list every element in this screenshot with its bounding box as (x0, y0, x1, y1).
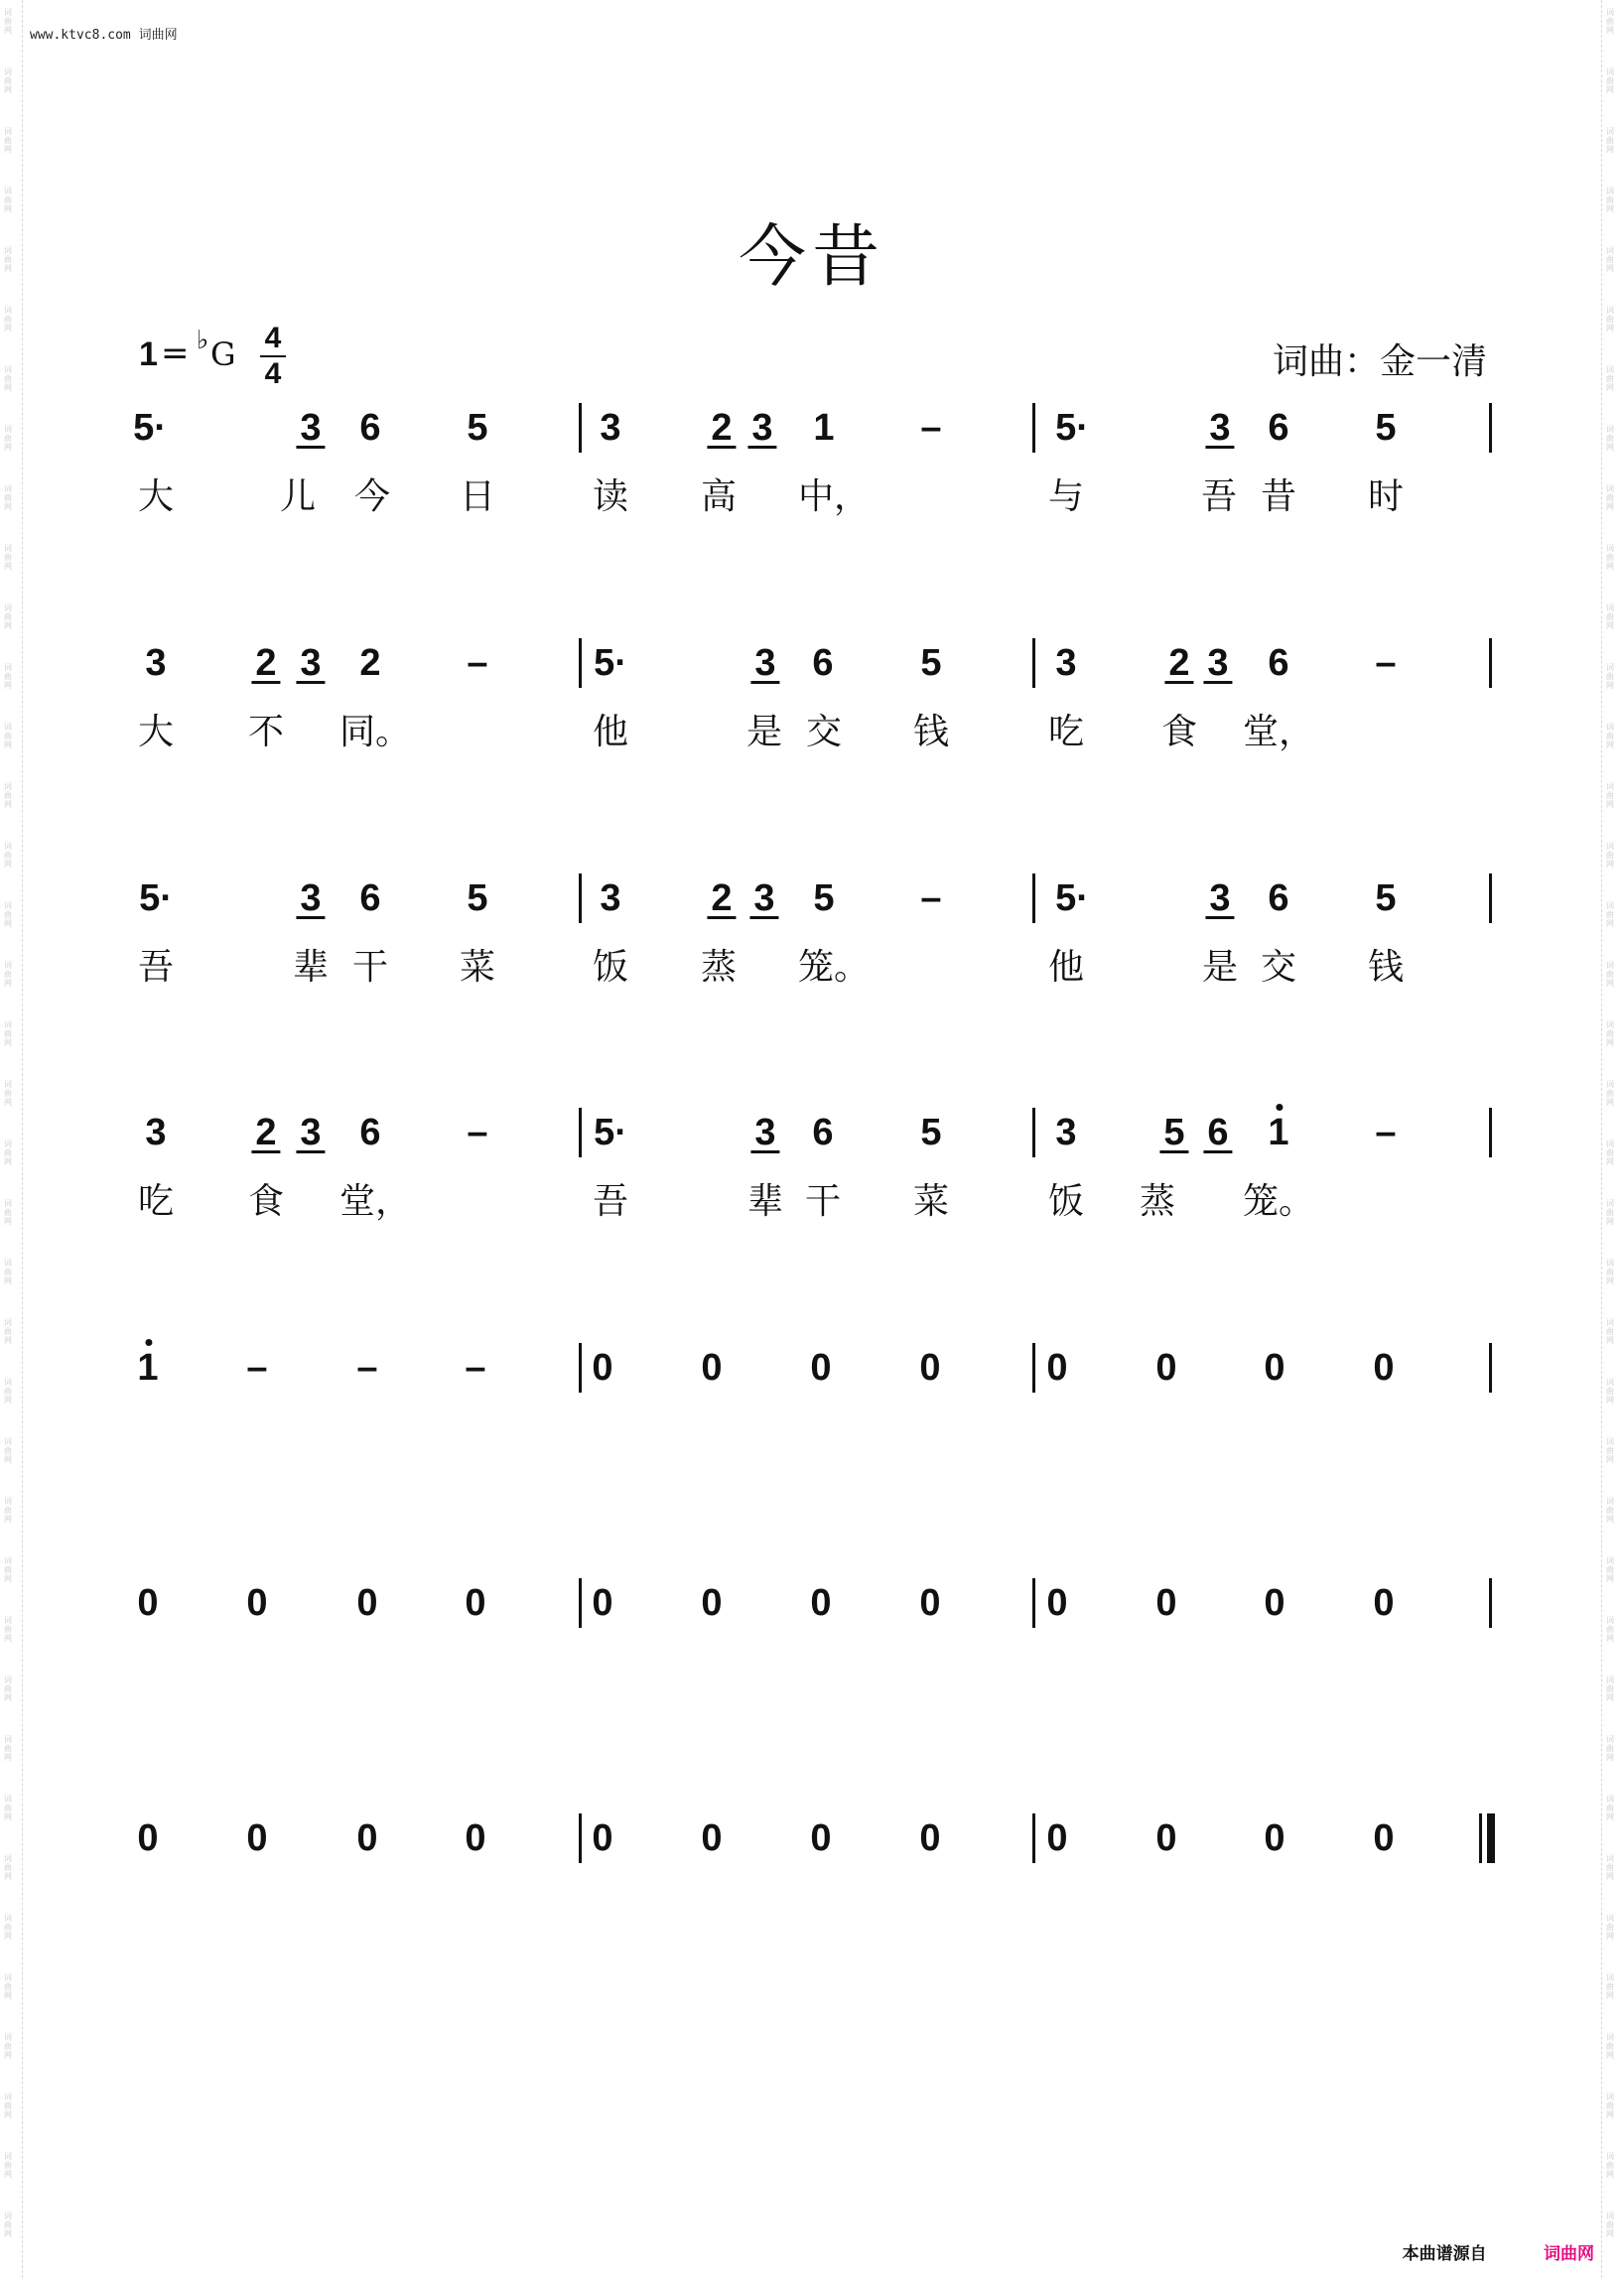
note: 5· (594, 1112, 627, 1153)
watermark-text: 词曲网 (4, 1020, 12, 1047)
watermark-text: 词曲网 (4, 1556, 12, 1583)
lyric: 钱 (912, 712, 950, 752)
watermark-text: 词曲网 (4, 1795, 12, 1821)
final-barline-thick (1487, 1813, 1495, 1863)
site-header (30, 24, 178, 43)
site-name: 词曲网 (138, 28, 178, 43)
watermark-text: 词曲网 (1606, 782, 1614, 809)
watermark-text: 词曲网 (4, 246, 12, 273)
watermark-text: 词曲网 (1606, 425, 1614, 452)
lyric: 他 (592, 712, 629, 752)
note: 6 (359, 877, 381, 919)
note: 3 (300, 407, 322, 449)
note: 0 (810, 1817, 832, 1859)
watermark-text: 词曲网 (4, 67, 12, 94)
watermark-text: 词曲网 (1606, 1795, 1614, 1821)
lyric: 辈 (746, 1181, 784, 1222)
note: 5 (920, 642, 942, 684)
lyric: 干 (351, 947, 389, 988)
watermark-text: 词曲网 (4, 961, 12, 988)
barline (579, 1578, 582, 1628)
note: 0 (701, 1347, 723, 1389)
barline (1032, 638, 1035, 688)
lyric: 辈 (292, 947, 330, 988)
note: 2 (711, 407, 733, 449)
lyric: 蒸 (700, 947, 738, 988)
barline (579, 403, 582, 453)
watermark-text: 词曲网 (1606, 67, 1614, 94)
lyric: 饭 (592, 947, 629, 988)
note: – (467, 1112, 488, 1153)
note: 0 (465, 1817, 486, 1859)
watermark-text: 词曲网 (1606, 2152, 1614, 2179)
note: 0 (1155, 1582, 1177, 1624)
watermark-text: 词曲网 (1606, 1437, 1614, 1464)
watermark-text: 词曲网 (4, 723, 12, 749)
lyric: 堂， (1242, 712, 1315, 752)
watermark-text: 词曲网 (4, 1139, 12, 1166)
note: – (920, 407, 942, 449)
note: 0 (137, 1582, 159, 1624)
note: 0 (592, 1347, 613, 1389)
note: 6 (359, 407, 381, 449)
note: 2 (255, 1112, 277, 1153)
note: 0 (919, 1817, 941, 1859)
lyric: 儿 (279, 476, 317, 517)
time-signature-top: 4 (260, 322, 286, 357)
watermark-text: 词曲网 (4, 2211, 12, 2238)
note: 3 (1055, 1112, 1077, 1153)
time-signature-bottom: 4 (264, 357, 282, 390)
note: 5· (594, 642, 627, 684)
note: 0 (1155, 1347, 1177, 1389)
watermark-text: 词曲网 (1606, 901, 1614, 928)
note: 0 (701, 1817, 723, 1859)
lyric: 吃 (1047, 712, 1085, 752)
watermark-text: 词曲网 (1606, 2033, 1614, 2060)
note: 0 (1046, 1817, 1068, 1859)
watermark-text: 词曲网 (4, 425, 12, 452)
watermark-text: 词曲网 (1606, 1318, 1614, 1345)
lyric: 不 (247, 712, 285, 752)
note: 5 (920, 1112, 942, 1153)
watermark-text: 词曲网 (4, 544, 12, 571)
watermark-text: 词曲网 (1606, 1914, 1614, 1941)
watermark-text: 词曲网 (1606, 723, 1614, 749)
note: 5· (139, 877, 173, 919)
note: 0 (246, 1817, 268, 1859)
lyric: 吾 (1200, 476, 1238, 517)
watermark-text: 词曲网 (1606, 1556, 1614, 1583)
lyric: 蒸 (1139, 1181, 1176, 1222)
lyric: 交 (805, 712, 843, 752)
barline (1032, 1343, 1035, 1393)
left-watermark-strip (0, 0, 23, 2278)
lyric: 与 (1047, 476, 1085, 517)
note: 0 (1046, 1347, 1068, 1389)
note: 0 (592, 1817, 613, 1859)
credits: 词曲：金一清 (1272, 341, 1487, 382)
note: 0 (810, 1347, 832, 1389)
note: 3 (600, 877, 621, 919)
watermark-text: 词曲网 (4, 1735, 12, 1762)
barline (1489, 1343, 1492, 1393)
lyric: 笼。 (797, 947, 871, 988)
watermark-text: 词曲网 (1606, 306, 1614, 333)
note: 2 (1168, 642, 1190, 684)
lyric: 饭 (1047, 1181, 1085, 1222)
note: 3 (600, 407, 621, 449)
note: 3 (1209, 407, 1231, 449)
watermark-text: 词曲网 (1606, 1497, 1614, 1524)
barline (1032, 1813, 1035, 1863)
watermark-text: 词曲网 (1606, 1973, 1614, 2000)
watermark-text: 词曲网 (4, 663, 12, 690)
note: 3 (1055, 642, 1077, 684)
note: 5 (813, 877, 835, 919)
watermark-text: 词曲网 (1606, 484, 1614, 511)
watermark-text: 词曲网 (4, 1259, 12, 1285)
barline (579, 638, 582, 688)
note: 0 (592, 1582, 613, 1624)
lyric: 是 (1201, 947, 1239, 988)
watermark-text: 词曲网 (4, 2152, 12, 2179)
watermark-text: 词曲网 (4, 1318, 12, 1345)
final-barline (1479, 1813, 1482, 1863)
watermark-text: 词曲网 (1606, 1080, 1614, 1107)
watermark-text: 词曲网 (1606, 2092, 1614, 2119)
watermark-text: 词曲网 (1606, 127, 1614, 154)
note: 1 (813, 407, 835, 449)
watermark-text: 词曲网 (1606, 1139, 1614, 1166)
watermark-text: 词曲网 (1606, 842, 1614, 869)
note: 6 (1268, 407, 1289, 449)
note: 6 (1268, 642, 1289, 684)
note: 0 (137, 1817, 159, 1859)
note: 5 (467, 877, 488, 919)
note: 1 (137, 1347, 159, 1389)
lyric: 吾 (592, 1181, 629, 1222)
watermark-text: 词曲网 (1606, 8, 1614, 35)
watermark-text: 词曲网 (4, 365, 12, 392)
time-signature (260, 322, 286, 391)
note: – (1375, 642, 1397, 684)
watermark-text: 词曲网 (4, 1199, 12, 1226)
note: 0 (1264, 1817, 1286, 1859)
watermark-text: 词曲网 (4, 306, 12, 333)
note: 6 (359, 1112, 381, 1153)
watermark-text: 词曲网 (4, 1080, 12, 1107)
barline (1032, 1108, 1035, 1157)
lyric: 时 (1367, 476, 1405, 517)
note: 3 (1209, 877, 1231, 919)
watermark-text: 词曲网 (1606, 1020, 1614, 1047)
watermark-text: 词曲网 (1606, 1199, 1614, 1226)
watermark-text: 词曲网 (4, 603, 12, 630)
watermark-text: 词曲网 (4, 1616, 12, 1643)
watermark-text: 词曲网 (4, 1675, 12, 1702)
watermark-text: 词曲网 (4, 901, 12, 928)
note: 3 (1207, 642, 1229, 684)
note: 6 (1268, 877, 1289, 919)
watermark-text: 词曲网 (4, 782, 12, 809)
lyric: 交 (1260, 947, 1297, 988)
footer (1403, 2239, 1594, 2264)
note: 6 (1207, 1112, 1229, 1153)
note: – (920, 877, 942, 919)
watermark-text: 词曲网 (1606, 2211, 1614, 2238)
lyric: 吾 (137, 947, 175, 988)
barline (1032, 873, 1035, 923)
lyric: 日 (459, 476, 496, 517)
note: 2 (255, 642, 277, 684)
barline (579, 873, 582, 923)
lyric: 读 (592, 476, 629, 517)
lyric: 同。 (338, 712, 412, 752)
note: 0 (1264, 1347, 1286, 1389)
key-letter: G (210, 335, 236, 373)
note: 0 (1046, 1582, 1068, 1624)
note: 6 (812, 642, 834, 684)
note: 5· (133, 407, 167, 449)
barline (1489, 1578, 1492, 1628)
note: 0 (1373, 1582, 1395, 1624)
note: 3 (145, 1112, 167, 1153)
note: 5 (467, 407, 488, 449)
note: 2 (711, 877, 733, 919)
right-watermark-strip (1601, 0, 1624, 2278)
lyric: 堂， (338, 1181, 412, 1222)
note: 6 (812, 1112, 834, 1153)
watermark-text: 词曲网 (4, 1437, 12, 1464)
note: 0 (1373, 1817, 1395, 1859)
note: 0 (1373, 1347, 1395, 1389)
watermark-text: 词曲网 (1606, 365, 1614, 392)
note: 3 (300, 1112, 322, 1153)
lyric: 他 (1047, 947, 1085, 988)
watermark-text: 词曲网 (1606, 1675, 1614, 1702)
watermark-text: 词曲网 (1606, 1378, 1614, 1405)
note: 3 (145, 642, 167, 684)
note: 5 (1375, 407, 1397, 449)
watermark-text: 词曲网 (4, 1914, 12, 1941)
lyric: 食 (247, 1181, 285, 1222)
lyric: 昔 (1260, 476, 1297, 517)
note: 0 (246, 1582, 268, 1624)
watermark-text: 词曲网 (4, 8, 12, 35)
watermark-text: 词曲网 (1606, 544, 1614, 571)
site-url: www.ktvc8.com (30, 28, 131, 43)
barline (1032, 1578, 1035, 1628)
lyric: 干 (804, 1181, 842, 1222)
lyric: 钱 (1367, 947, 1405, 988)
barline (1489, 1108, 1492, 1157)
note: – (467, 642, 488, 684)
footer-source-label: 本曲谱源自 (1402, 2244, 1487, 2264)
song-title: 今昔 (738, 218, 885, 297)
watermark-text: 词曲网 (1606, 1735, 1614, 1762)
note: 5· (1055, 877, 1089, 919)
watermark-text: 词曲网 (4, 2092, 12, 2119)
note: 5 (1163, 1112, 1185, 1153)
note: 0 (1264, 1582, 1286, 1624)
watermark-text: 词曲网 (1606, 187, 1614, 213)
watermark-text: 词曲网 (1606, 603, 1614, 630)
lyric: 是 (745, 712, 783, 752)
key-equals: = (161, 334, 190, 373)
watermark-text: 词曲网 (4, 484, 12, 511)
barline (579, 1813, 582, 1863)
watermark-text: 词曲网 (1606, 1854, 1614, 1881)
watermark-text: 词曲网 (1606, 1616, 1614, 1643)
watermark-text: 词曲网 (4, 1497, 12, 1524)
note: – (1375, 1112, 1397, 1153)
note: 3 (753, 877, 775, 919)
watermark-text: 词曲网 (4, 1378, 12, 1405)
note: 0 (356, 1582, 378, 1624)
lyric: 高 (700, 476, 738, 517)
note: 5· (1055, 407, 1089, 449)
lyric: 吃 (137, 1181, 175, 1222)
lyric: 笼。 (1242, 1181, 1315, 1222)
note: 3 (754, 1112, 776, 1153)
note: 0 (1155, 1817, 1177, 1859)
watermark-text: 词曲网 (4, 1854, 12, 1881)
note: – (246, 1347, 268, 1389)
note: 0 (465, 1582, 486, 1624)
watermark-text: 词曲网 (4, 2033, 12, 2060)
lyric: 食 (1160, 712, 1198, 752)
note: – (465, 1347, 486, 1389)
watermark-text: 词曲网 (1606, 961, 1614, 988)
barline (1489, 873, 1492, 923)
note: 0 (701, 1582, 723, 1624)
watermark-text: 词曲网 (1606, 1259, 1614, 1285)
note: 3 (754, 642, 776, 684)
note: – (356, 1347, 378, 1389)
lyric: 今 (353, 476, 391, 517)
watermark-text: 词曲网 (1606, 663, 1614, 690)
watermark-text: 词曲网 (4, 842, 12, 869)
barline (579, 1343, 582, 1393)
note: 5 (1375, 877, 1397, 919)
footer-source-site: 词曲网 (1544, 2244, 1594, 2264)
watermark-text: 词曲网 (4, 127, 12, 154)
lyric: 菜 (912, 1181, 950, 1222)
note: 3 (300, 877, 322, 919)
lyric: 中， (797, 476, 871, 517)
note: 1 (1268, 1112, 1289, 1153)
watermark-text: 词曲网 (4, 187, 12, 213)
note: 0 (810, 1582, 832, 1624)
barline (1489, 403, 1492, 453)
barline (1032, 403, 1035, 453)
watermark-text: 词曲网 (1606, 246, 1614, 273)
note: 0 (356, 1817, 378, 1859)
note: 3 (300, 642, 322, 684)
note: 0 (919, 1347, 941, 1389)
lyric: 菜 (459, 947, 496, 988)
lyric: 大 (137, 712, 175, 752)
flat-sign: ♭ (197, 326, 209, 355)
lyric: 大 (137, 476, 175, 517)
note: 0 (919, 1582, 941, 1624)
note: 3 (751, 407, 773, 449)
watermark-text: 词曲网 (4, 1973, 12, 2000)
note: 2 (359, 642, 381, 684)
key-tonic: 1 (139, 335, 158, 373)
barline (579, 1108, 582, 1157)
barline (1489, 638, 1492, 688)
